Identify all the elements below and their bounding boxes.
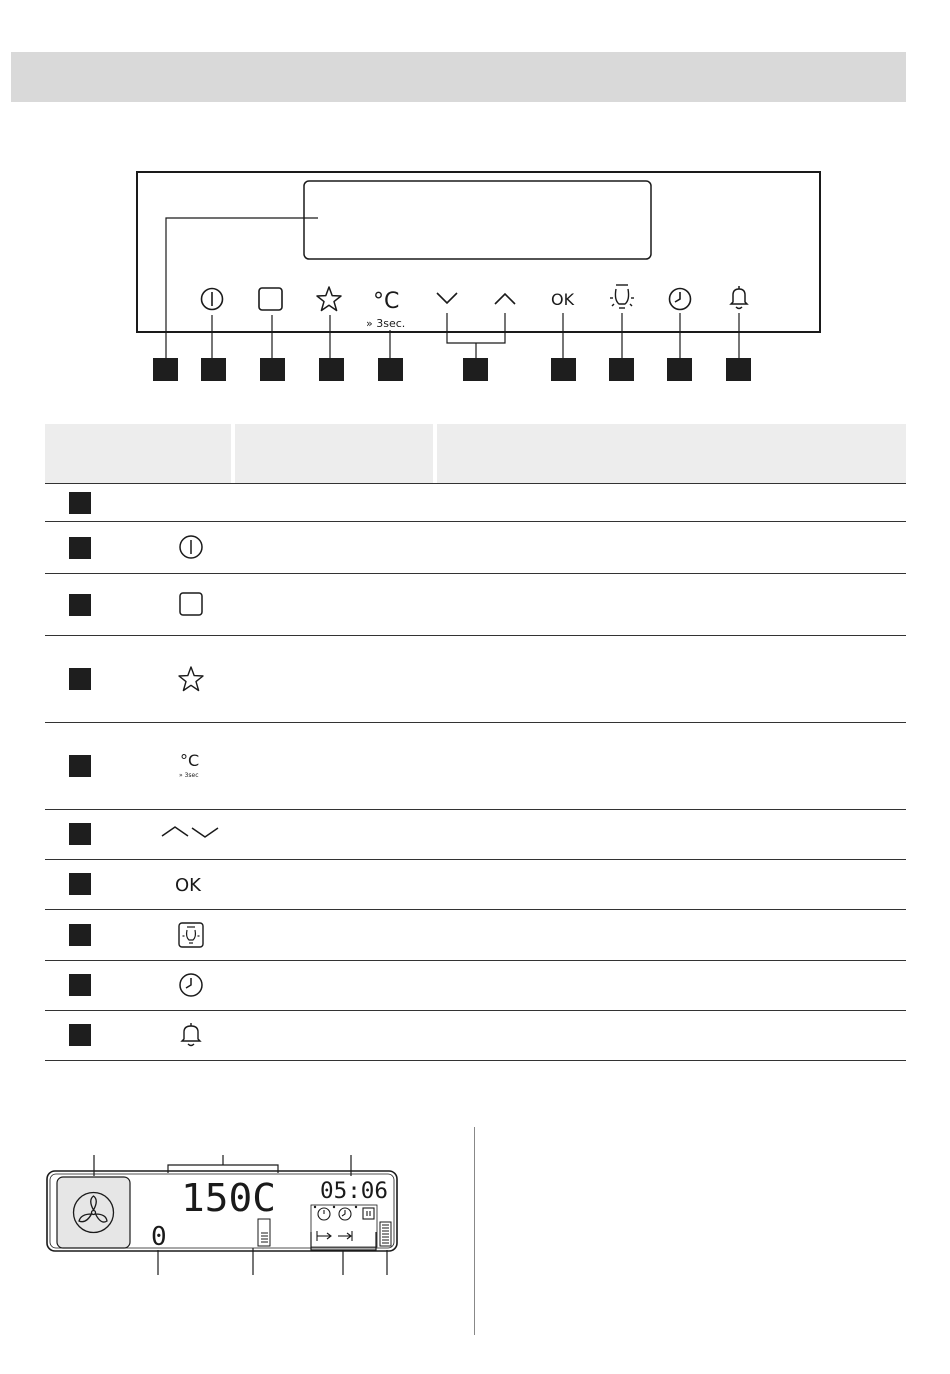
lamp-icon [610, 285, 634, 308]
display-leader-line [166, 218, 318, 360]
table-row [45, 635, 906, 722]
svg-text:°C: °C [180, 751, 200, 770]
square-icon [173, 586, 209, 622]
callout-box-7 [551, 358, 576, 381]
callout-box-9 [667, 358, 692, 381]
star-icon [317, 287, 341, 311]
timer-dots [314, 1206, 357, 1208]
celsius-icon: °C [373, 289, 400, 314]
square-icon [259, 288, 282, 310]
callout-box-6 [463, 358, 488, 381]
callout-box-3 [260, 358, 285, 381]
table-row [45, 909, 906, 960]
header-column-separator [433, 424, 437, 483]
display-illustration [0, 1120, 480, 1300]
callout-box-10 [726, 358, 751, 381]
ok-icon: OK [551, 290, 575, 309]
ok-icon [173, 866, 209, 902]
callout-box-4 [319, 358, 344, 381]
celsius-icon [173, 748, 209, 784]
control-panel-frame [137, 172, 820, 332]
three-second-hint: » 3sec. [366, 317, 406, 330]
callout-box-2 [201, 358, 226, 381]
row-number-box [69, 873, 91, 895]
table-row [45, 960, 906, 1010]
chevron-up-down-icon [160, 818, 222, 848]
display-time: 05:06 [320, 1179, 388, 1204]
power-icon [173, 529, 209, 565]
row-number-box [69, 594, 91, 616]
svg-text:» 3sec: » 3sec [179, 772, 199, 779]
table-row [45, 521, 906, 573]
chevron-down-icon [437, 293, 457, 303]
lamp-icon [173, 917, 209, 953]
row-number-box [69, 974, 91, 996]
svg-text:OK: OK [175, 875, 201, 896]
heat-level-bar [258, 1219, 270, 1246]
table-row [45, 483, 906, 521]
row-number-box [69, 1024, 91, 1046]
table-row [45, 1010, 906, 1060]
row-number-box [69, 823, 91, 845]
callout-box-8 [609, 358, 634, 381]
table-row [45, 573, 906, 635]
side-level-bar [380, 1222, 391, 1246]
chevron-up-icon [495, 294, 515, 304]
table-row [45, 859, 906, 909]
bell-icon [173, 1017, 209, 1053]
clock-icon [173, 967, 209, 1003]
table-row [45, 722, 906, 809]
header-column-separator [231, 424, 235, 483]
fan-box [57, 1177, 130, 1248]
star-icon [173, 661, 209, 697]
row-number-box [69, 537, 91, 559]
timer-icons [311, 1205, 377, 1247]
callout-box-5 [378, 358, 403, 381]
row-number-box [69, 668, 91, 690]
power-icon [202, 289, 223, 310]
row-number-box [69, 755, 91, 777]
vertical-divider [474, 1127, 475, 1335]
clock-icon [670, 289, 691, 310]
row-number-box [69, 492, 91, 514]
display-window [304, 181, 651, 259]
display-temperature: 150C [181, 1176, 276, 1220]
callout-box-1 [153, 358, 178, 381]
control-panel-diagram [0, 0, 950, 400]
table-bottom-border [45, 1060, 906, 1061]
table-row [45, 809, 906, 859]
display-digit: 0 [151, 1222, 167, 1252]
bell-icon [731, 286, 747, 309]
table-header [45, 424, 906, 483]
row-number-box [69, 924, 91, 946]
